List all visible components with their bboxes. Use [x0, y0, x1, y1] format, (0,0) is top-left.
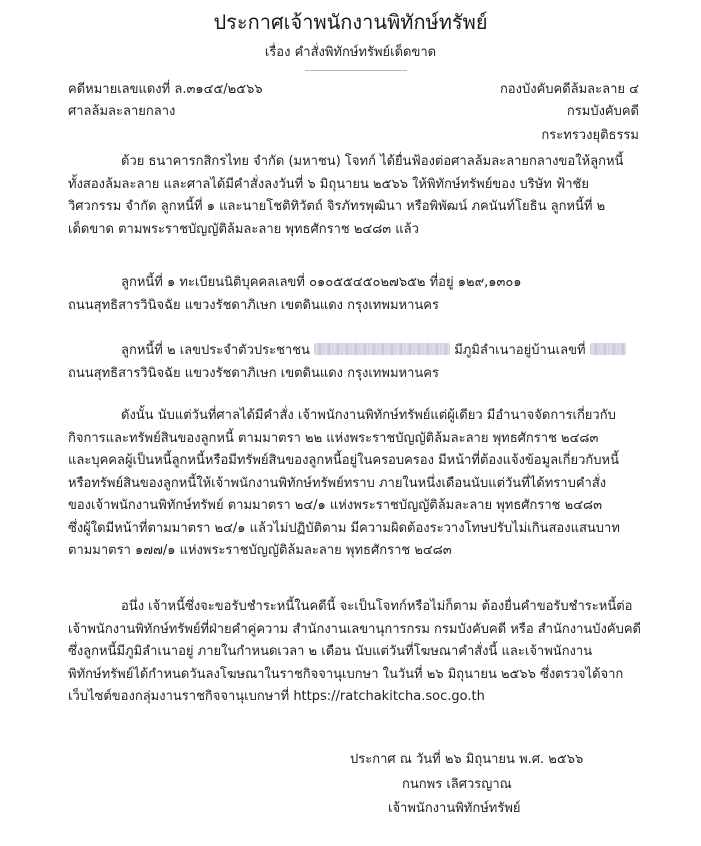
- paragraph-line: ดังนั้น นับแต่วันที่ศาลได้มีคำสั่ง เจ้าพนักงานพิทักษ์ทรัพย์แต่ผู้เดียว มีอำนาจจัดการเกี่ยวกับ: [121, 408, 616, 423]
- paragraph-line: ตามมาตรา ๑๗๗/๑ แห่งพระราชบัญญัติล้มละลาย พุทธศักราช ๒๔๘๓: [68, 543, 452, 558]
- paragraph-line: ทั้งสองล้มละลาย และศาลได้มีคำสั่งลงวันที่ ๖ มิถุนายน ๒๕๖๖ ให้พิทักษ์ทรัพย์ของ บริษัท ฟ้าชัย: [68, 176, 589, 192]
- debtor-two-id-label: ลูกหนี้ที่ ๒ เลขประจำตัวประชาชน: [121, 343, 310, 358]
- title-divider: [305, 70, 407, 71]
- redacted-id-number: [314, 343, 450, 355]
- debtor-two-address-label: มีภูมิลำเนาอยู่บ้านเลขที่: [454, 343, 586, 358]
- paragraph-line: วิศวกรรม จำกัด ลูกหนี้ที่ ๑ และนายโชติทิวัตถ์ จิรภัทรพุฒินา หรือพิพัฒน์ ภคนันท์โยธิน ลูกหนี้ที่ ๒: [68, 199, 606, 214]
- paragraph-line: เด็ดขาด ตามพระราชบัญญัติล้มละลาย พุทธศักราช ๒๔๘๓ แล้ว: [68, 221, 419, 237]
- department-name: กรมบังคับคดี: [566, 104, 639, 119]
- paragraph-lawsuit: [68, 151, 636, 241]
- paragraph-line: พิทักษ์ทรัพย์ได้กำหนดวันลงโฆษณาในราชกิจจานุเบกษา ในวันที่ ๒๖ มิถุนายน ๒๕๖๖ ซึ่งตรวจได้จาก: [68, 666, 624, 682]
- paragraph-debtor-two: [68, 340, 636, 385]
- paragraph-line: อนึ่ง เจ้าหนี้ซึ่งจะขอรับชำระหนี้ในคดีนี้ จะเป็นโจทก์หรือไม่ก็ตาม ต้องยื่นคำขอรับชำระหนี้ต่อ: [121, 599, 633, 614]
- paragraph-line: กิจการและทรัพย์สินของลูกหนี้ ตามมาตรา ๒๒ แห่งพระราชบัญญัติล้มละลาย พุทธศักราช ๒๔๘๓: [68, 430, 599, 446]
- paragraph-debtor-one: [68, 272, 636, 317]
- paragraph-line: เว็บไซต์ของกลุ่มงานราชกิจจานุเบกษาที่ https://ratchakitcha.soc.go.th: [68, 689, 485, 704]
- paragraph-line: และบุคคลผู้เป็นหนี้ลูกหนี้หรือมีทรัพย์สินของลูกหนี้อยู่ในครอบครอง มีหน้าที่ต้องแจ้งข้อมูลเกี่ยวกับหนี้: [68, 453, 619, 468]
- paragraph-line: หรือทรัพย์สินของลูกหนี้ให้เจ้าพนักงานพิทักษ์ทรัพย์ทราบ ภายในหนึ่งเดือนนับแต่วันที่ได้ทราบคำสั่ง: [68, 475, 607, 491]
- paragraph-line: ของเจ้าพนักงานพิทักษ์ทรัพย์ ตามมาตรา ๒๔/๑ แห่งพระราชบัญญัติล้มละลาย พุทธศักราช ๒๔๘๓: [68, 498, 602, 513]
- paragraph-creditor-claims: [68, 596, 641, 709]
- ministry-name: กระทรวงยุติธรรม: [541, 128, 639, 143]
- signer-position: เจ้าพนักงานพิทักษ์ทรัพย์: [388, 801, 521, 816]
- signer-name: กนกพร เลิศวรญาณ: [402, 777, 512, 792]
- paragraph-line: ถนนสุทธิสารวินิจฉัย แขวงรัชดาภิเษก เขตดินแดง กรุงเทพมหานคร: [68, 297, 439, 313]
- redacted-house-number: [590, 343, 626, 355]
- paragraph-line: ซึ่งผู้ใดมีหน้าที่ตามมาตรา ๒๔/๑ แล้วไม่ปฏิบัติตาม มีความผิดต้องระวางโทษปรับไม่เกินสองแสนบาท: [68, 520, 620, 536]
- announcement-title: ประกาศเจ้าพนักงานพิทักษ์ทรัพย์: [213, 10, 488, 34]
- court-name: ศาลล้มละลายกลาง: [68, 104, 176, 119]
- paragraph-line: เจ้าพนักงานพิทักษ์ทรัพย์ที่ฝ่ายคำคู่ความ สำนักงานเลขานุการกรม กรมบังคับคดี หรือ สำนักงานบังคับคดี: [68, 621, 641, 637]
- case-number: คดีหมายเลขแดงที่ ล.๓๑๔๕/๒๕๖๖: [68, 82, 263, 97]
- paragraph-receiver-authority: [68, 405, 636, 563]
- paragraph-line: ถนนสุทธิสารวินิจฉัย แขวงรัชดาภิเษก เขตดินแดง กรุงเทพมหานคร: [68, 365, 439, 381]
- paragraph-line: ลูกหนี้ที่ ๑ ทะเบียนนิติบุคคลเลขที่ ๐๑๐๕๕๔๕๐๒๗๖๕๒ ที่อยู่ ๑๒๙,๑๓๐๑: [121, 275, 522, 290]
- announcement-subject: เรื่อง คำสั่งพิทักษ์ทรัพย์เด็ดขาด: [264, 45, 437, 60]
- paragraph-line: ด้วย ธนาคารกสิกรไทย จำกัด (มหาชน) โจทก์ ได้ยื่นฟ้องต่อศาลล้มละลายกลางขอให้ลูกหนี้: [121, 154, 624, 169]
- paragraph-line: ซึ่งลูกหนี้มีภูมิลำเนาอยู่ ภายในกำหนดเวลา ๒ เดือน นับแต่วันที่โฆษณาคำสั่งนี้ และเจ้าพนักงาน: [68, 644, 593, 659]
- paragraph-line: [68, 340, 636, 363]
- office-division: กองบังคับคดีล้มละลาย ๔: [499, 82, 639, 97]
- announcement-date: ประกาศ ณ วันที่ ๒๖ มิถุนายน พ.ศ. ๒๕๖๖: [350, 752, 584, 767]
